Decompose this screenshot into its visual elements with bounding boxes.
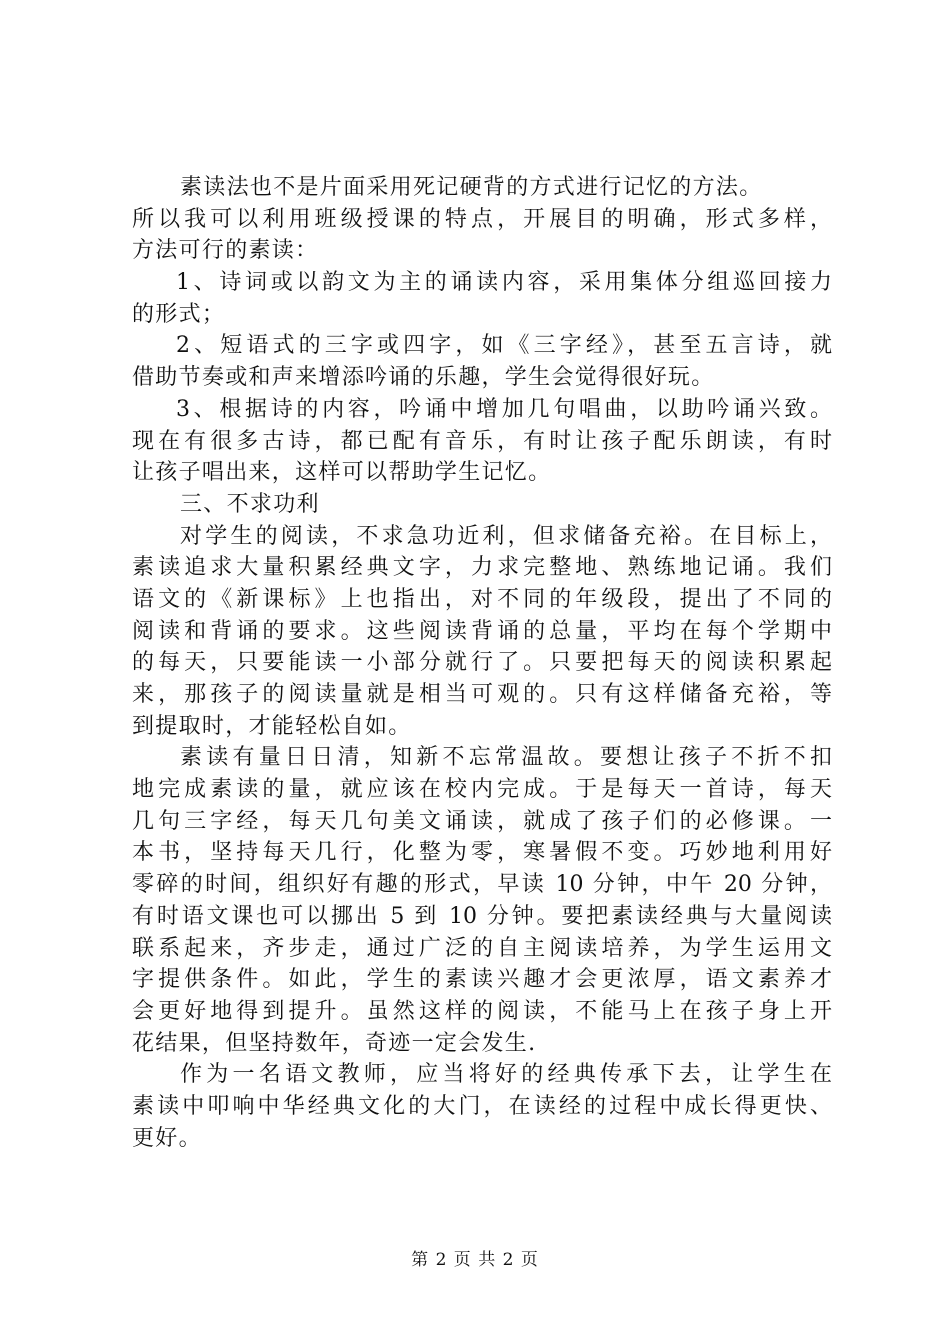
text-line: 作为一名语文教师，应当将好的经典传承下去，让学生在 [180,1062,832,1088]
document-body [132,172,832,1154]
text-line: 有时语文课也可以挪出 5 到 10 分钟。要把素读经典与大量阅读 [132,903,832,929]
text-line: 的每天，只要能读一小部分就行了。只要把每天的阅读积累起 [132,650,832,676]
text-line: 素读中叩响中华经典文化的大门，在读经的过程中成长得更快、 [132,1093,832,1119]
list-item-line: 2、短语式的三字或四字，如《三字经》，甚至五言诗，就 [176,333,832,359]
list-item-line: 的形式； [132,301,226,327]
text-line: 来，那孩子的阅读量就是相当可观的。只有这样储备充裕，等 [132,682,832,707]
text-line: 几句三字经，每天几句美文诵读，就成了孩子们的必修课。一 [132,808,832,834]
text-line: 零碎的时间，组织好有趣的形式，早读 10 分钟，中午 20 分钟， [132,872,832,898]
text-line: 地完成素读的量，就应该在校内完成。于是每天一首诗，每天 [132,777,832,803]
text-line: 素读法也不是片面采用死记硬背的方式进行记忆的方法。 [180,175,763,200]
text-line: 字提供条件。如此，学生的素读兴趣才会更浓厚，语文素养才 [132,967,832,993]
text-line: 所以我可以利用班级授课的特点，开展目的明确，形式多样， [132,206,832,232]
text-line: 阅读和背诵的要求。这些阅读背诵的总量，平均在每个学期中 [132,618,832,644]
text-line: 到提取时，才能轻松自如。 [132,713,412,739]
list-item-line: 借助节奏或和声来增添吟诵的乐趣，学生会觉得很好玩。 [132,365,715,391]
section-heading: 三、不求功利 [180,491,320,517]
text-line: 语文的《新课标》上也指出，对不同的年级段，提出了不同的 [132,586,832,612]
text-line: 素读追求大量积累经典文字，力求完整地、熟练地记诵。我们 [132,555,832,581]
list-item-line: 3、根据诗的内容，吟诵中增加几句唱曲，以助吟诵兴致。 [176,396,832,422]
text-line: 现在有很多古诗，都已配有音乐，有时让孩子配乐朗读，有时 [132,428,832,454]
text-line: 本书，坚持每天几行，化整为零，寒暑假不变。巧妙地利用好 [132,840,832,866]
text-line: 让孩子唱出来，这样可以帮助学生记忆。 [132,460,552,486]
text-line: 会更好地得到提升。虽然这样的阅读，不能马上在孩子身上开 [132,998,832,1024]
page-footer: 第 2 页 共 2 页 [411,1250,539,1270]
text-line: 联系起来，齐步走，通过广泛的自主阅读培养，为学生运用文 [132,935,832,961]
list-item-line: 1、诗词或以韵文为主的诵读内容，采用集体分组巡回接力 [176,270,832,296]
text-line: 对学生的阅读，不求急功近利，但求储备充裕。在目标上， [180,523,832,549]
text-line: 素读有量日日清，知新不忘常温故。要想让孩子不折不扣 [180,745,832,771]
text-line: 更好。 [132,1125,202,1151]
text-line: 方法可行的素读： [132,238,319,264]
text-line: 花结果，但坚持数年，奇迹一定会发生. [132,1030,537,1056]
